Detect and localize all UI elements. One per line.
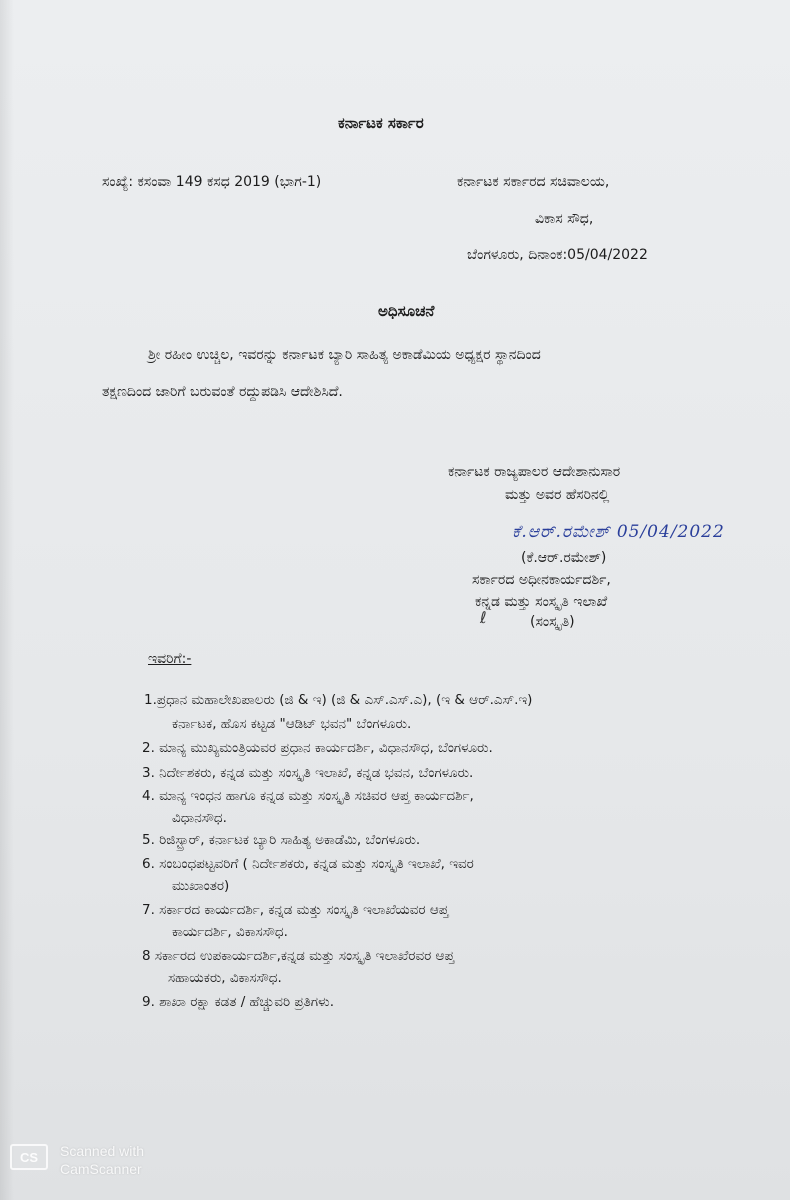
- notification-body-line-2: ತಕ್ಷಣದಿಂದ ಜಾರಿಗೆ ಬರುವಂತೆ ರದ್ದುಪಡಿಸಿ ಆದೇಶಿಸಿದೆ.: [102, 384, 343, 400]
- list-item-continuation: ಸಹಾಯಕರು, ವಿಕಾಸಸೌಧ.: [168, 970, 282, 986]
- list-item: 5. ರಿಜಿಸ್ಟ್ರಾರ್, ಕರ್ನಾಟಕ ಬ್ಯಾರಿ ಸಾಹಿತ್ಯ ಅಕಾಡೆಮಿ, ಬೆಂಗಳೂರು.: [142, 832, 421, 848]
- page-fold-shadow: [0, 0, 14, 1200]
- list-item-continuation: ವಿಧಾನಸೌಧ.: [172, 810, 227, 826]
- list-item-continuation: ಮುಖಾಂತರ): [172, 878, 230, 894]
- address-date-line: ಬೆಂಗಳೂರು, ದಿನಾಂಕ:05/04/2022: [467, 247, 648, 263]
- list-item: 3. ನಿರ್ದೇಶಕರು, ಕನ್ನಡ ಮತ್ತು ಸಂಸ್ಕೃತಿ ಇಲಾಖೆ, ಕನ್ನಡ ಭವನ, ಬೆಂಗಳೂರು.: [142, 765, 474, 781]
- list-item: 6. ಸಂಬಂಧಪಟ್ಟವರಿಗೆ ( ನಿರ್ದೇಶಕರು, ಕನ್ನಡ ಮತ್ತು ಸಂಸ್ಕೃತಿ ಇಲಾಖೆ, ಇವರ: [142, 856, 474, 872]
- list-item: 8 ಸರ್ಕಾರದ ಉಪಕಾರ್ಯದರ್ಶಿ,ಕನ್ನಡ ಮತ್ತು ಸಂಸ್ಕೃತಿ ಇಲಾಖೆರವರ ಆಪ್ತ: [142, 948, 455, 964]
- address-line-2: ವಿಕಾಸ ಸೌಧ,: [535, 211, 594, 227]
- list-item: 4. ಮಾನ್ಯ ಇಂಧನ ಹಾಗೂ ಕನ್ನಡ ಮತ್ತು ಸಂಸ್ಕೃತಿ ಸಚಿವರ ಆಪ್ತ ಕಾರ್ಯದರ್ಶಿ,: [142, 788, 474, 804]
- list-item: 7. ಸರ್ಕಾರದ ಕಾರ್ಯದರ್ಶಿ, ಕನ್ನಡ ಮತ್ತು ಸಂಸ್ಕೃತಿ ಇಲಾಖೆಯವರ ಆಪ್ತ: [142, 902, 449, 918]
- scanner-watermark: [60, 1142, 144, 1178]
- list-item-continuation: ಕರ್ನಾಟಕ, ಹೊಸ ಕಟ್ಟಡ "ಆಡಿಟ್ ಭವನ" ಬೆಂಗಳೂರು.: [172, 716, 412, 732]
- recipients-heading: ಇವರಿಗೆ:-: [148, 651, 192, 667]
- watermark-line-2: CamScanner: [60, 1161, 142, 1177]
- order-line-2: ಮತ್ತು ಅವರ ಹೆಸರಿನಲ್ಲಿ: [505, 487, 610, 503]
- handwritten-signature: ಕೆ.ಆರ್.ರಮೇಶ್ 05/04/2022: [512, 522, 725, 542]
- government-title: ಕರ್ನಾಟಕ ಸರ್ಕಾರ: [338, 114, 424, 132]
- list-item: 9. ಶಾಖಾ ರಕ್ಷಾ ಕಡತ / ಹೆಚ್ಚುವರಿ ಪ್ರತಿಗಳು.: [142, 994, 334, 1010]
- notification-title: ಅಧಿಸೂಚನೆ: [378, 302, 435, 320]
- notification-body-line-1: ಶ್ರೀ ರಹೀಂ ಉಚ್ಚಿಲ, ಇವರನ್ನು ಕರ್ನಾಟಕ ಬ್ಯಾರಿ ಸಾಹಿತ್ಯ ಅಕಾಡೆಮಿಯ ಅಧ್ಯಕ್ಷರ ಸ್ಥಾನದಿಂದ: [148, 347, 541, 363]
- signatory-designation-2: ಕನ್ನಡ ಮತ್ತು ಸಂಸ್ಕೃತಿ ಇಲಾಖೆ: [475, 594, 608, 610]
- reference-number: ಸಂಖ್ಯೆ: ಕಸಂವಾ 149 ಕಸಧ 2019 (ಭಾಗ-1): [102, 174, 322, 190]
- watermark-line-1: Scanned with: [60, 1143, 145, 1159]
- list-item-continuation: ಕಾರ್ಯದರ್ಶಿ, ವಿಕಾಸಸೌಧ.: [172, 924, 288, 940]
- signatory-designation-1: ಸರ್ಕಾರದ ಅಧೀನಕಾರ್ಯದರ್ಶಿ,: [472, 572, 611, 588]
- signatory-designation-3: (ಸಂಸ್ಕೃತಿ): [530, 614, 575, 630]
- order-line-1: ಕರ್ನಾಟಕ ರಾಜ್ಯಪಾಲರ ಆದೇಶಾನುಸಾರ: [448, 464, 621, 480]
- initial-mark-icon: ℓ: [480, 608, 487, 627]
- signatory-name: (ಕೆ.ಆರ್.ರಮೇಶ್): [521, 550, 607, 566]
- list-item: 2. ಮಾನ್ಯ ಮುಖ್ಯಮಂತ್ರಿಯವರ ಪ್ರಧಾನ ಕಾರ್ಯದರ್ಶಿ, ವಿಧಾನಸೌಧ, ಬೆಂಗಳೂರು.: [142, 740, 493, 756]
- camscanner-logo: CS: [10, 1144, 48, 1170]
- address-line-1: ಕರ್ನಾಟಕ ಸರ್ಕಾರದ ಸಚಿವಾಲಯ,: [457, 174, 610, 190]
- list-item: 1.ಪ್ರಧಾನ ಮಹಾಲೇಖಪಾಲರು (ಜಿ & ಇ) (ಜಿ & ಎಸ್.ಎಸ್.ಎ), (ಇ & ಆರ್.ಎಸ್.ಇ): [144, 692, 533, 708]
